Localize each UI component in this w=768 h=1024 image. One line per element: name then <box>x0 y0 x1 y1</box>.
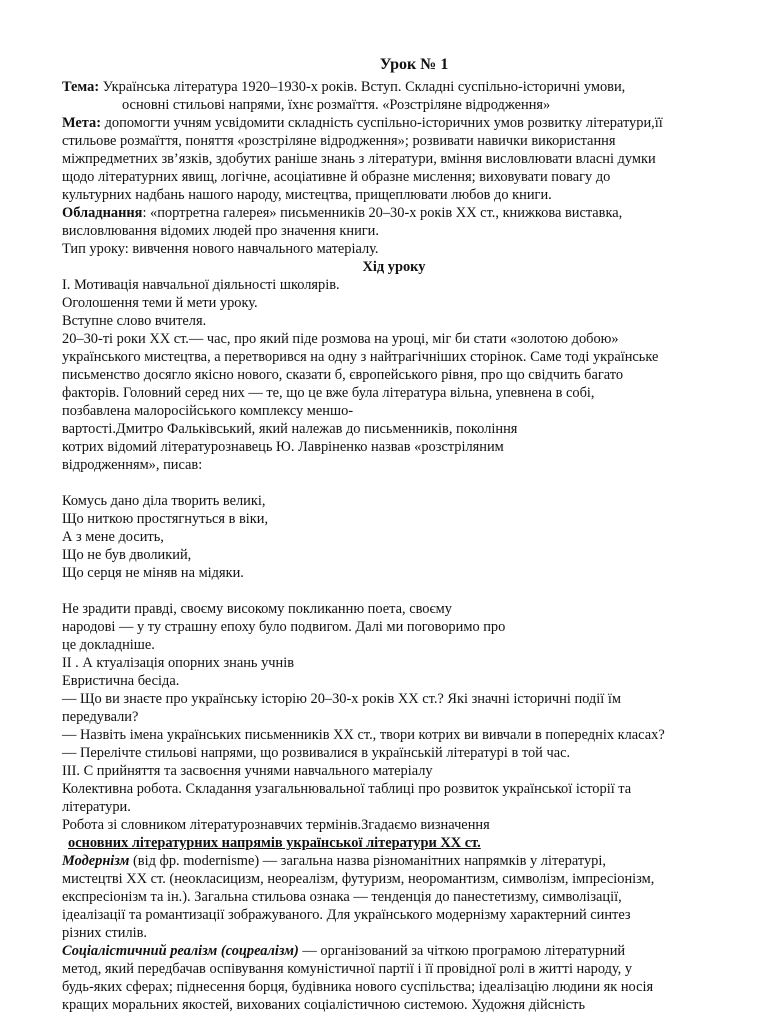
topic-text-2: основні стильові напрями, їхнє розмаїття. «Розстріляне відродження» <box>122 97 551 113</box>
body-line: Не зрадити правді, своєму високому покликанню поета, своєму <box>62 601 452 617</box>
goal-line <box>62 114 714 132</box>
body-line: факторів. Головний серед них — те, що це вже була література вільна, упевнена в собі, <box>62 385 595 401</box>
terms-heading-text: основних літературних напрямів української літератури ХХ ст. <box>68 835 481 851</box>
goal-text: культурних надбань нашого народу, мистецтва, прищеплювати любов до книги. <box>62 187 552 203</box>
body-line: котрих відомий літературознавець Ю. Лавріненко назвав «розстріляним <box>62 439 504 455</box>
body-line: I. Мотивація навчальної діяльності школярів. <box>62 277 340 293</box>
terms-heading <box>68 834 714 852</box>
body-line: Колективна робота. Складання узагальнювальної таблиці про розвиток української історії та <box>62 781 632 797</box>
equipment-label: Обладнання <box>62 205 143 221</box>
socrealism-term: Соціалістичний реалізм (соцреалізм) <box>62 943 299 959</box>
topic-line <box>62 78 714 96</box>
question-line: — Що ви знаєте про українську історію 20–30-х років ХХ ст.? Які значні історичні події їм <box>62 691 621 707</box>
lesson-type: Тип уроку: вивчення нового навчального матеріалу. <box>62 241 379 257</box>
lesson-title: Урок № 1 <box>379 56 449 73</box>
body-line: літератури. <box>62 799 131 815</box>
modernism-line <box>62 852 714 870</box>
socrealism-text-1: — організований за чіткою програмою літературний <box>298 943 626 959</box>
course-heading: Хід уроку <box>362 259 426 275</box>
body-line: 20–30-ті роки ХХ ст.— час, про який піде розмова на уроці, міг би стати «золотою добою» <box>62 331 619 347</box>
question-line: — Назвіть імена українських письменників ХХ ст., твори котрих ви вивчали в попередніх класах? <box>62 727 665 743</box>
body-line: вартості.Дмитро Фальківський, який належав до письменників, покоління <box>62 421 518 437</box>
body-line: Оголошення теми й мети уроку. <box>62 295 258 311</box>
equipment-text-1: : «портретна галерея» письменників 20–30-х років ХХ ст., книжкова виставка, <box>142 205 623 221</box>
equipment-text-2: висловлювання відомих людей про значення книги. <box>62 223 379 239</box>
question-line: — Перелічте стильові напрями, що розвивалися в українській літературі в той час. <box>62 745 571 761</box>
goal-text: міжпредметних зв’язків, здобутих раніше знань з літератури, вміння висловлювати власні думки <box>62 151 656 167</box>
body-line: Вступне слово вчителя. <box>62 313 207 329</box>
poem-line: Що ниткою простягнуться в віки, <box>62 511 269 527</box>
modernism-text: мистецтві ХХ ст. (неокласицизм, неореалізм, футуризм, неоромантизм, символізм, імпресіонізм, <box>62 871 655 887</box>
goal-text: щодо літературних явищ, логічне, асоціативне й образне мислення; виховувати повагу до <box>62 169 611 185</box>
body-line: Робота зі словником літературознавчих термінів.Згадаємо визначення <box>62 817 490 833</box>
body-line: українського мистецтва, а перетворився на одну з найтрагічніших сторінок. Саме тоді українське <box>62 349 659 365</box>
section-heading: III. С прийняття та засвоєння учнями навчального матеріалу <box>62 763 433 779</box>
poem-line: Комусь дано діла творить великі, <box>62 493 266 509</box>
body-line: письменство досягло якісно нового, сказати б, європейського рівня, про що свідчить багато <box>62 367 624 383</box>
goal-text-1: допомогти учням усвідомити складність суспільно-історичних умов розвитку літератури,її <box>101 115 663 131</box>
socrealism-text: метод, який передбачав оспівування комуністичної партії і її провідної ролі в житті народу, у <box>62 961 633 977</box>
socrealism-text: кращих моральних якостей, вихованих соціалістичною системою. Художня дійсність <box>62 997 586 1013</box>
modernism-text: різних стилів. <box>62 925 148 941</box>
modernism-text: експресіонізм та ін.). Загальна стильова ознака — тенденція до панестетизму, символізації, <box>62 889 622 905</box>
poem-line: А з мене досить, <box>62 529 164 545</box>
modernism-text: ідеалізації та романтизації зображуваного. Для українського модернізму характерний синтез <box>62 907 631 923</box>
goal-label: Мета: <box>62 115 102 131</box>
goal-text: стильове розмаїття, поняття «розстріляне відродження»; розвивати навички використання <box>62 133 616 149</box>
modernism-term: Модернізм <box>62 853 130 869</box>
socrealism-text: будь-яких сферах; піднесення борця, будівника нового суспільства; ідеалізацію людини як носія <box>62 979 654 995</box>
equipment-line <box>62 204 714 222</box>
body-line: це докладніше. <box>62 637 155 653</box>
socrealism-line <box>62 942 714 960</box>
topic-text-1: Українська література 1920–1930-х років. Вступ. Складні суспільно-історичні умови, <box>99 79 626 95</box>
body-line: народові — у ту страшну епоху було подвигом. Далі ми поговоримо про <box>62 619 506 635</box>
body-line: позбавлена малоросійського комплексу меншо- <box>62 403 354 419</box>
modernism-text-1: (від фр. modernisme) — загальна назва різноманітних напрямків у літературі, <box>129 853 606 869</box>
question-line: передували? <box>62 709 139 725</box>
body-line: відродженням», писав: <box>62 457 203 473</box>
poem-line: Що не був дволикий, <box>62 547 192 563</box>
topic-label: Тема: <box>62 79 100 95</box>
body-line: Евристична бесіда. <box>62 673 180 689</box>
poem-line: Що серця не міняв на мідяки. <box>62 565 244 581</box>
section-heading: II . А ктуалізація опорних знань учнів <box>62 655 294 671</box>
